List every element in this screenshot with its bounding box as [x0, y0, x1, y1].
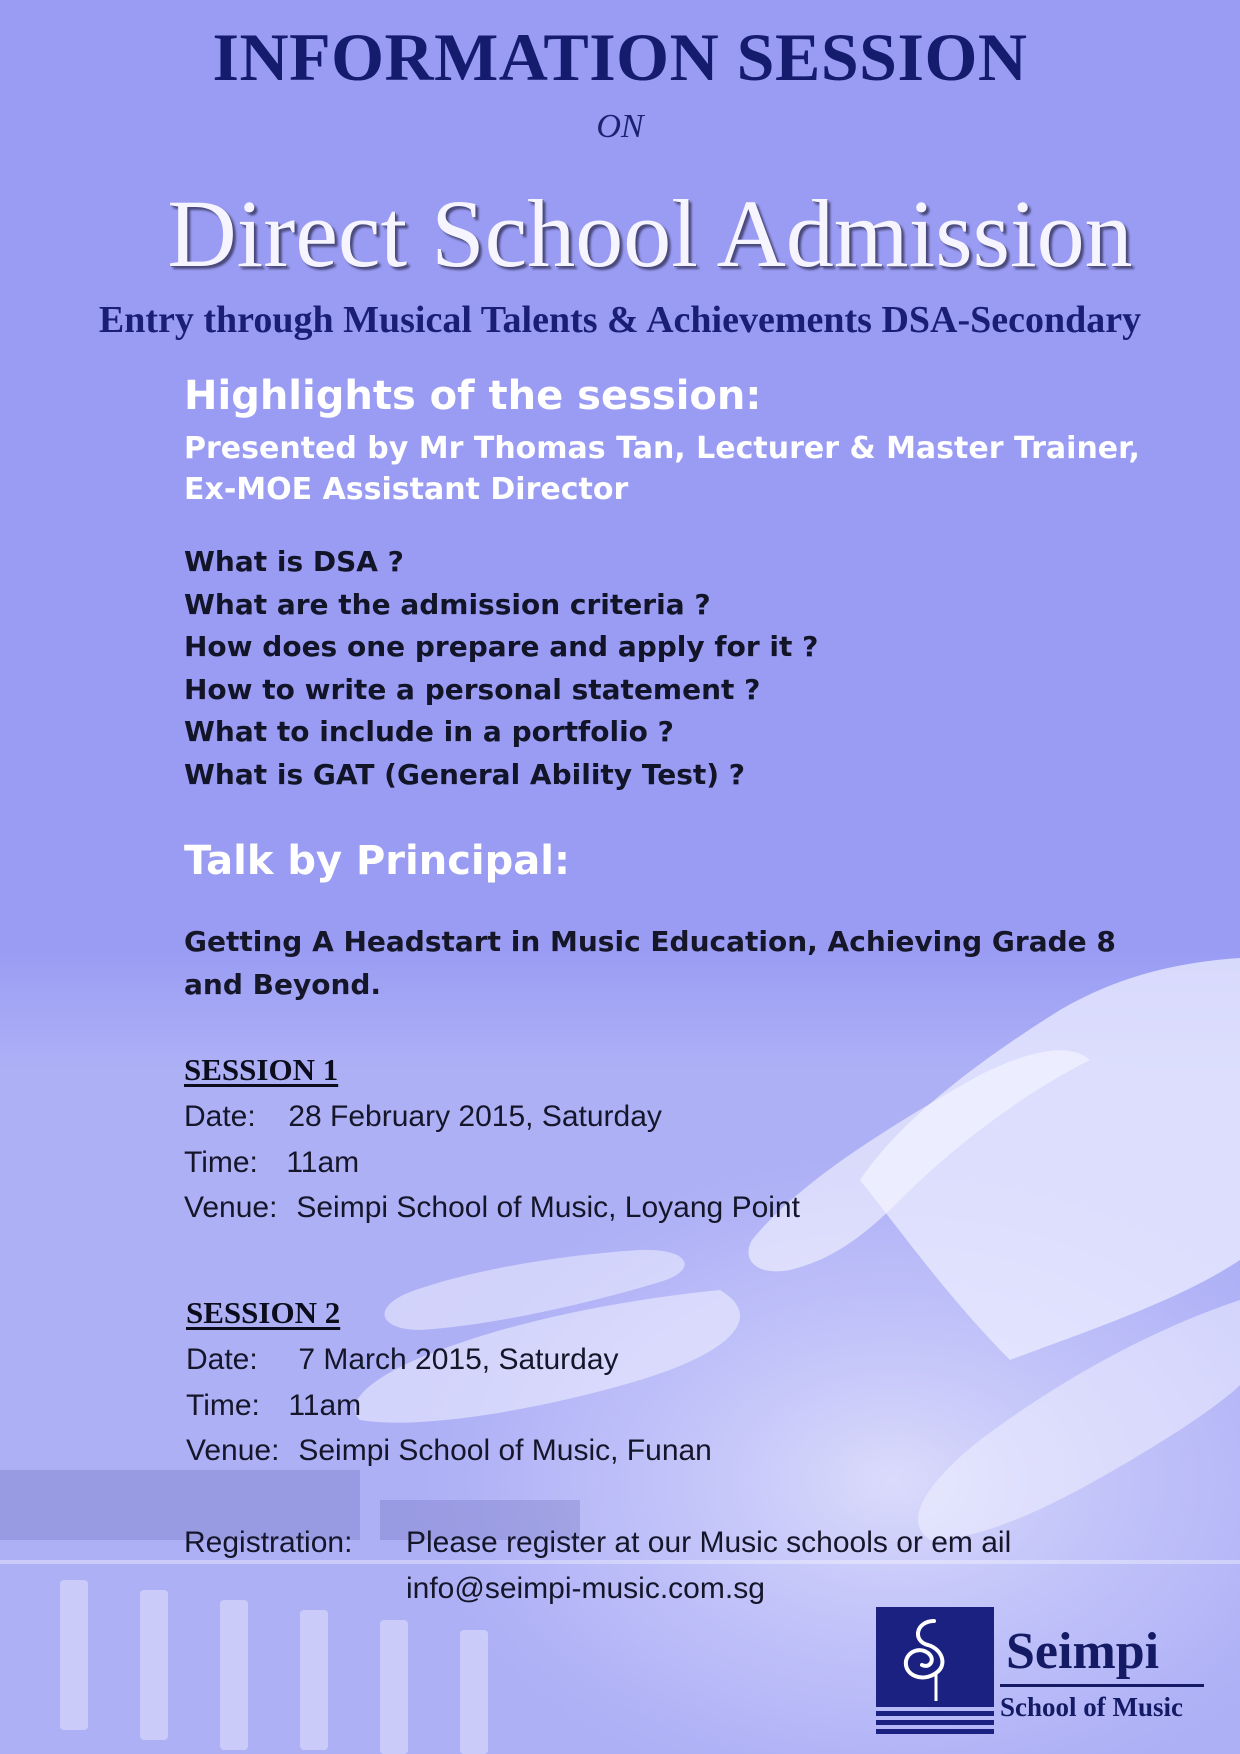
registration-line: [184, 1520, 1011, 1566]
presenter-line: Ex-MOE Assistant Director: [184, 472, 629, 507]
time-value: 11am: [286, 1145, 360, 1179]
registration: [184, 1520, 1011, 1612]
time-label: Time:: [184, 1145, 258, 1179]
main-heading: Direct School Admission: [167, 180, 1133, 287]
session-2: [186, 1295, 712, 1474]
venue-label: Venue:: [184, 1191, 278, 1224]
session-date: [184, 1094, 800, 1140]
list-item: How to write a personal statement ?: [184, 672, 761, 706]
registration-label: Registration:: [184, 1526, 353, 1559]
time-label: Time:: [186, 1388, 260, 1422]
venue-label: Venue:: [186, 1434, 280, 1467]
time-value: 11am: [288, 1388, 362, 1422]
talk-line: and Beyond.: [184, 968, 382, 1001]
subtitle: Entry through Musical Talents & Achievements DSA-Secondary: [98, 299, 1142, 341]
page-title: INFORMATION SESSION: [212, 19, 1028, 95]
list-item: What is DSA ?: [184, 545, 404, 578]
session-heading: SESSION 2: [186, 1295, 341, 1330]
principal-heading: Talk by Principal:: [184, 838, 570, 884]
presenter-info: [184, 428, 1140, 510]
session-heading: SESSION 1: [184, 1052, 339, 1087]
date-value: 7 March 2015, Saturday: [298, 1343, 619, 1376]
venue-value: Seimpi School of Music, Loyang Point: [296, 1191, 800, 1224]
list-item: What to include in a portfolio ?: [184, 715, 674, 749]
session-1: [184, 1052, 800, 1231]
session-time: [184, 1140, 800, 1186]
logo-divider: [1000, 1684, 1204, 1687]
presenter-line: Presented by Mr Thomas Tan, Lecturer & Master Trainer,: [184, 431, 1140, 466]
questions-list: [184, 541, 818, 797]
principal-talk: [184, 920, 1124, 1006]
list-item: What are the admission criteria ?: [184, 587, 711, 621]
logo-name: Seimpi: [1006, 1623, 1160, 1680]
registration-email[interactable]: info@seimpi-music.com.sg: [406, 1572, 765, 1605]
registration-text: Please register at our Music schools or em ail: [406, 1526, 1012, 1559]
highlights-heading: Highlights of the session:: [184, 373, 762, 419]
logo-subtitle: School of Music: [1000, 1692, 1184, 1722]
session-date: [186, 1337, 712, 1383]
list-item: What is GAT (General Ability Test) ?: [184, 757, 746, 791]
session-time: [186, 1383, 712, 1429]
session-venue: [186, 1428, 712, 1474]
date-value: 28 February 2015, Saturday: [288, 1100, 662, 1133]
talk-line: Getting A Headstart in Music Education, Achieving Grade 8: [184, 925, 1116, 958]
list-item: How does one prepare and apply for it ?: [184, 630, 819, 664]
date-label: Date:: [186, 1343, 258, 1376]
title-connector: ON: [596, 108, 644, 145]
date-label: Date:: [184, 1100, 256, 1133]
venue-value: Seimpi School of Music, Funan: [298, 1434, 712, 1467]
session-venue: [184, 1185, 800, 1231]
